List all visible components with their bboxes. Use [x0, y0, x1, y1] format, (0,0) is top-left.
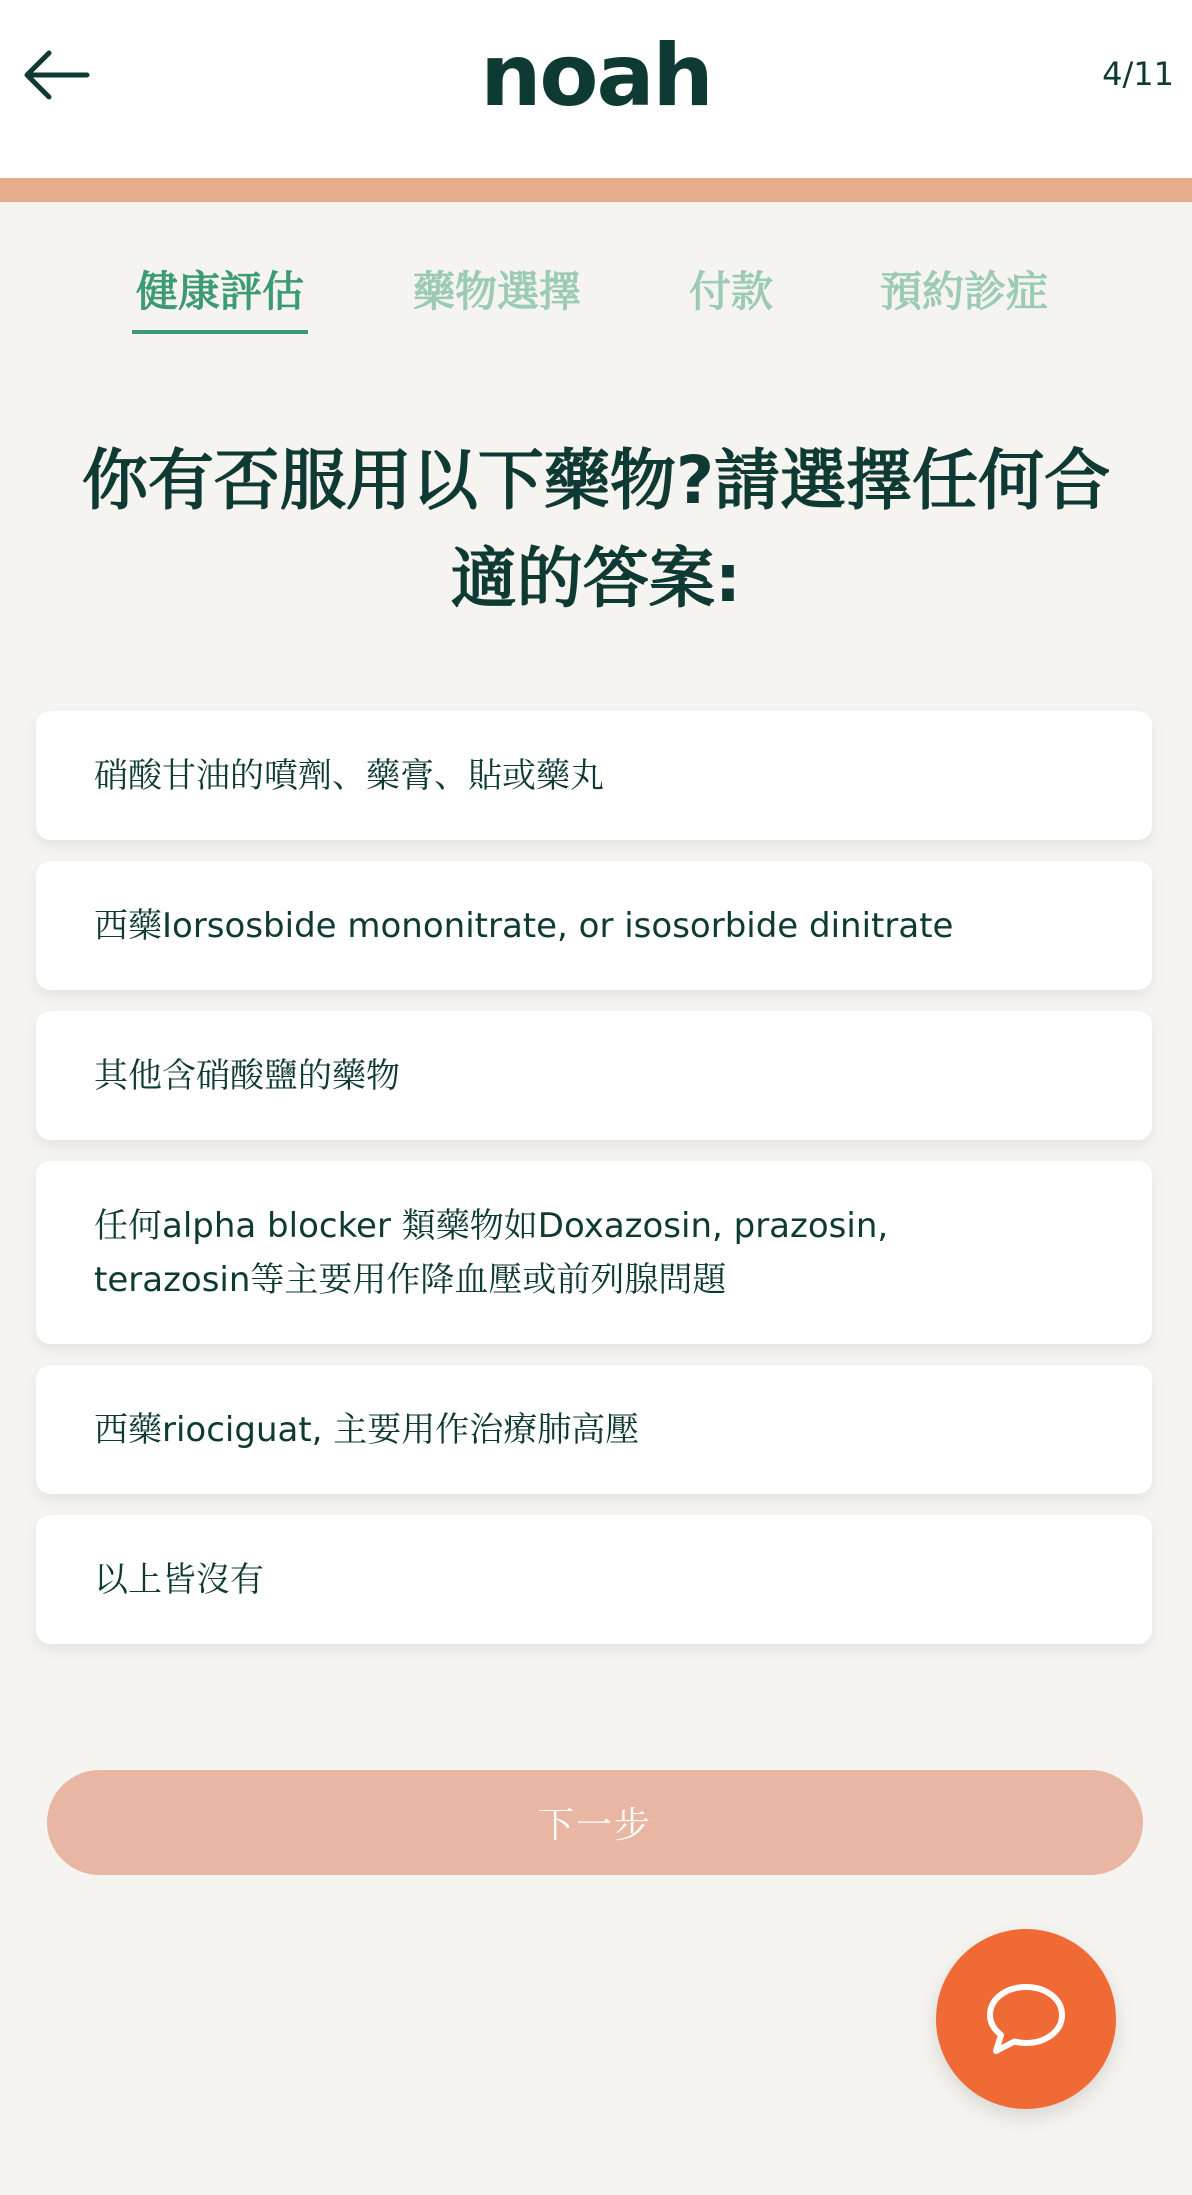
tab-medication-selection[interactable]: 藥物選擇: [413, 267, 582, 316]
noah-logo[interactable]: noah: [480, 26, 712, 126]
option-isosorbide[interactable]: [36, 861, 1152, 990]
step-tabs: [0, 262, 1192, 342]
tab-booking[interactable]: 預約診症: [880, 267, 1049, 316]
option-label: 硝酸甘油的噴劑、藥膏、貼或藥丸: [94, 755, 604, 796]
options-list: [36, 711, 1152, 1665]
option-nitroglycerin[interactable]: [36, 711, 1152, 840]
question-line-2: 適的答案:: [450, 540, 742, 617]
option-label: 西藥Iorsosbide mononitrate, or isosorbide dinitrate: [94, 905, 954, 946]
option-label: 以上皆沒有: [94, 1559, 264, 1600]
question-title: [40, 432, 1152, 628]
chat-bubble-icon: [984, 1981, 1068, 2057]
option-label: 西藥riociguat, 主要用作治療肺高壓: [94, 1409, 640, 1450]
option-none-of-above[interactable]: [36, 1515, 1152, 1644]
option-alpha-blocker[interactable]: [36, 1161, 1152, 1344]
header: [0, 0, 1192, 178]
question-line-1: 你有否服用以下藥物?請選擇任何合: [81, 442, 1111, 519]
progress-bar-fill: [0, 178, 1192, 202]
option-label: [94, 1199, 888, 1307]
option-label: 其他含硝酸鹽的藥物: [94, 1055, 400, 1096]
option-other-nitrates[interactable]: [36, 1011, 1152, 1140]
tab-health-assessment[interactable]: 健康評估: [136, 262, 304, 322]
option-riociguat[interactable]: [36, 1365, 1152, 1494]
next-button[interactable]: 下一步: [47, 1770, 1143, 1875]
tab-payment[interactable]: 付款: [689, 267, 774, 316]
chat-button[interactable]: [936, 1929, 1116, 2109]
option-label-line-2: terazosin等主要用作降血壓或前列腺問題: [94, 1259, 727, 1300]
option-label-line-1: 任何alpha blocker 類藥物如Doxazosin, prazosin,: [94, 1205, 889, 1246]
step-counter: 4/11: [1102, 55, 1174, 93]
progress-bar: [0, 178, 1192, 202]
